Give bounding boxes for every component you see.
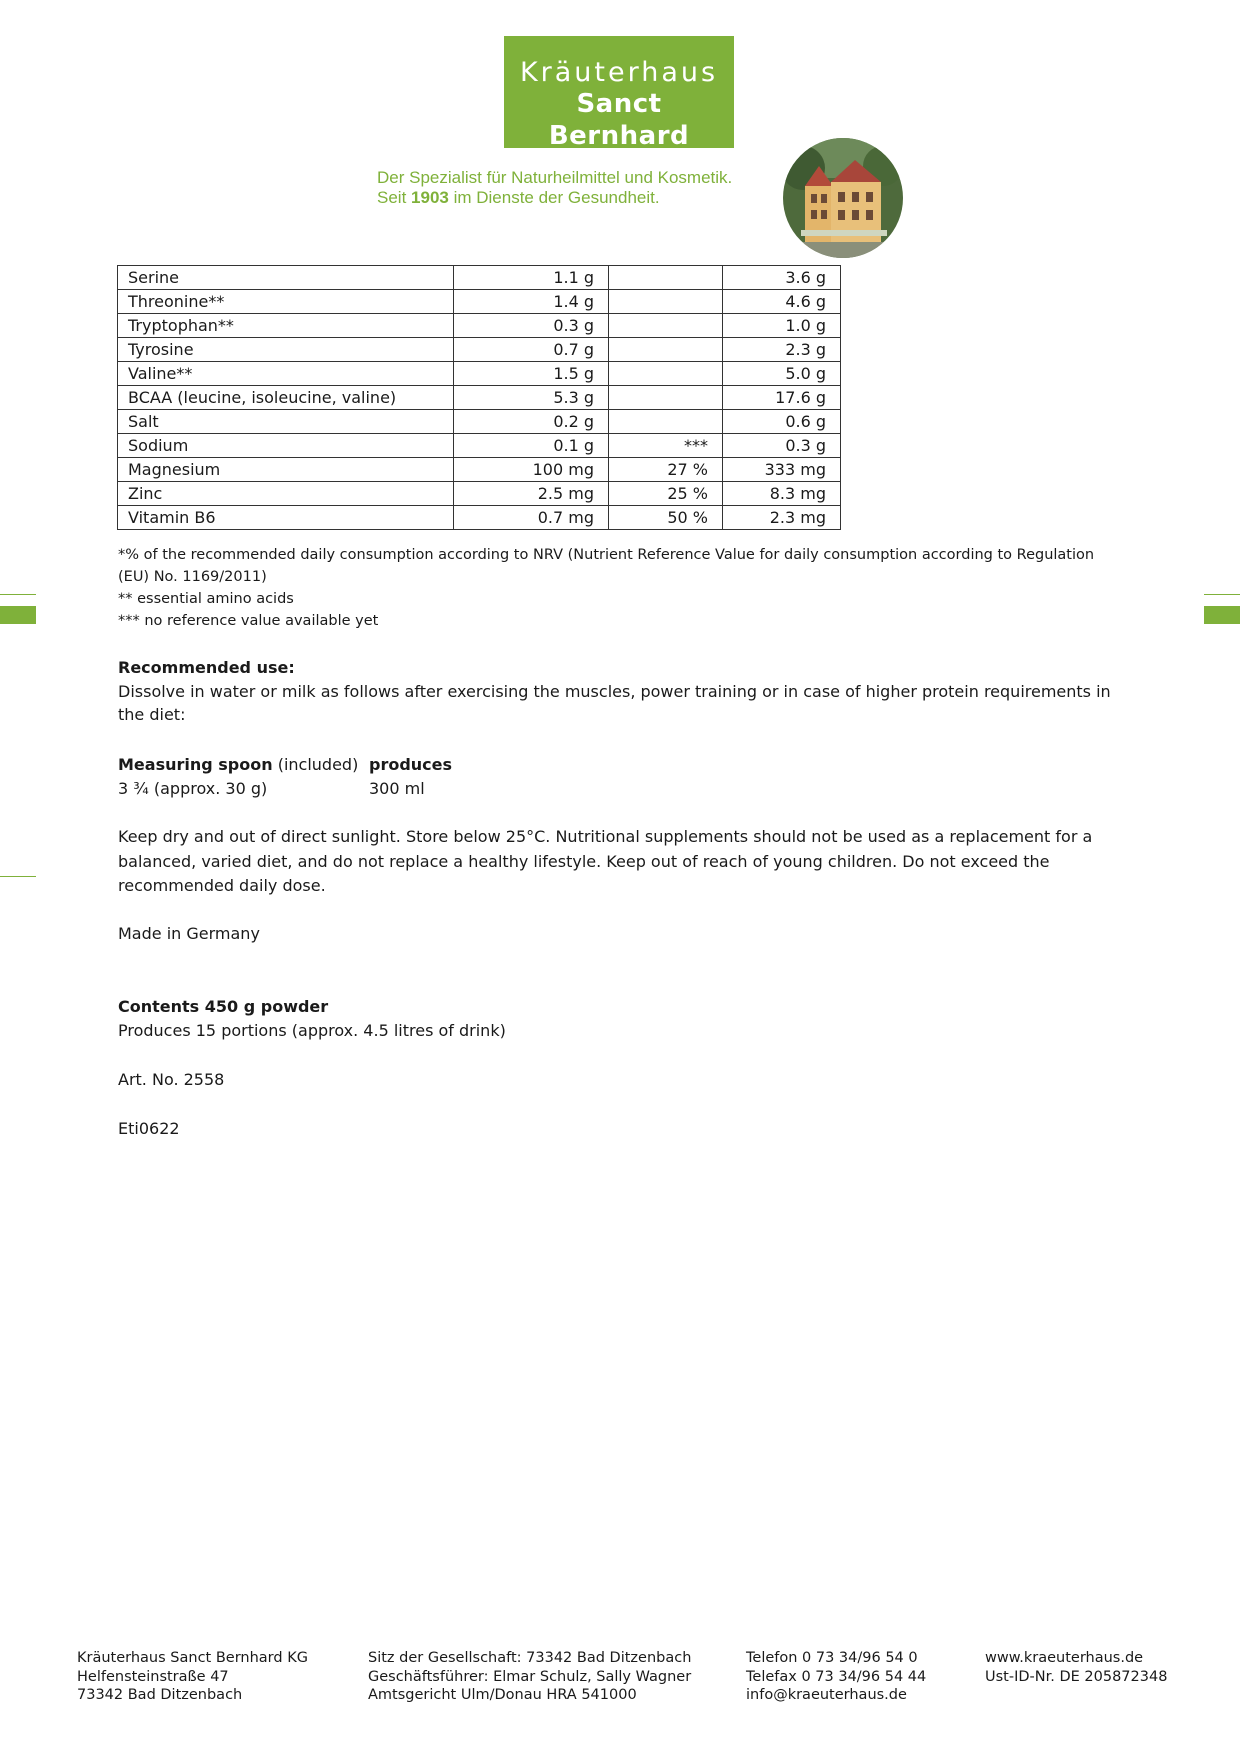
left-punch-mark — [0, 876, 36, 877]
nutrient-name: Vitamin B6 — [118, 506, 454, 530]
produces-value: 300 ml — [369, 779, 425, 798]
nrv-value — [609, 410, 723, 434]
nutrient-name: Tryptophan** — [118, 314, 454, 338]
nrv-value: 50 % — [609, 506, 723, 530]
nrv-value — [609, 266, 723, 290]
measuring-spoon-value: 3 ¾ (approx. 30 g) — [118, 779, 268, 798]
footer-email-link[interactable]: info@kraeuterhaus.de — [746, 1687, 907, 1703]
left-fold-mark — [0, 594, 36, 595]
tagline-line-2: Seit 1903 im Dienste der Gesundheit. — [377, 188, 660, 207]
footer-registered-office: Sitz der Gesellschaft: 73342 Bad Ditzenbach — [368, 1650, 692, 1666]
per-portion-value: 0.1 g — [454, 434, 609, 458]
per-100g-value: 2.3 g — [723, 338, 841, 362]
table-row — [118, 266, 841, 290]
per-portion-value: 2.5 mg — [454, 482, 609, 506]
nrv-value — [609, 314, 723, 338]
nrv-footnote-line-2: (EU) No. 1169/2011) — [118, 569, 267, 585]
footer-managing-directors: Geschäftsführer: Elmar Schulz, Sally Wagner — [368, 1668, 692, 1685]
per-portion-value: 1.4 g — [454, 290, 609, 314]
nrv-value: 27 % — [609, 458, 723, 482]
left-fold-bar — [0, 606, 36, 624]
per-portion-value: 0.7 g — [454, 338, 609, 362]
building-illustration-icon — [783, 138, 903, 258]
footer-phone: Telefon 0 73 34/96 54 0 — [746, 1650, 918, 1666]
nrv-value — [609, 338, 723, 362]
per-100g-value: 0.6 g — [723, 410, 841, 434]
table-row — [118, 314, 841, 338]
tagline-line-1: Der Spezialist für Naturheilmittel und Kosmetik. — [377, 168, 733, 187]
per-100g-value: 17.6 g — [723, 386, 841, 410]
footer-fax: Telefax 0 73 34/96 54 44 — [746, 1668, 927, 1685]
nutrient-name: Tyrosine — [118, 338, 454, 362]
footer-street: Helfensteinstraße 47 — [77, 1668, 229, 1685]
table-row — [118, 410, 841, 434]
right-fold-mark — [1204, 594, 1240, 595]
footer-court-register: Amtsgericht Ulm/Donau HRA 541000 — [368, 1687, 637, 1703]
house-photo — [783, 138, 903, 258]
nrv-value — [609, 386, 723, 410]
table-row — [118, 434, 841, 458]
nutrient-name: Threonine** — [118, 290, 454, 314]
per-100g-value: 4.6 g — [723, 290, 841, 314]
table-footnotes — [118, 544, 1108, 632]
nutrient-name: Magnesium — [118, 458, 454, 482]
per-portion-value: 5.3 g — [454, 386, 609, 410]
footer-web-tax — [985, 1649, 1167, 1686]
made-in-germany: Made in Germany — [118, 924, 260, 943]
per-100g-value: 333 mg — [723, 458, 841, 482]
essential-footnote: ** essential amino acids — [118, 591, 294, 607]
recommended-use-heading: Recommended use: — [118, 658, 295, 677]
footer-legal-info — [368, 1649, 691, 1705]
company-tagline — [377, 168, 732, 208]
nutrient-name: Salt — [118, 410, 454, 434]
tagline-year: 1903 — [411, 188, 449, 207]
table-row — [118, 386, 841, 410]
nutrient-name: BCAA (leucine, isoleucine, valine) — [118, 386, 454, 410]
logo-line-1: Kräuterhaus — [519, 57, 719, 88]
footer-city: 73342 Bad Ditzenbach — [77, 1687, 243, 1703]
per-100g-value: 2.3 mg — [723, 506, 841, 530]
produces-label: produces — [369, 755, 453, 774]
table-row — [118, 458, 841, 482]
nutrient-name: Serine — [118, 266, 454, 290]
per-portion-value: 1.1 g — [454, 266, 609, 290]
per-portion-value: 0.7 mg — [454, 506, 609, 530]
contents-heading: Contents 450 g powder — [118, 997, 329, 1016]
measuring-spoon-label: Measuring spoon (included) — [118, 755, 359, 774]
right-fold-bar — [1204, 606, 1240, 624]
per-portion-value: 100 mg — [454, 458, 609, 482]
table-row — [118, 482, 841, 506]
per-portion-value: 1.5 g — [454, 362, 609, 386]
nrv-value — [609, 362, 723, 386]
nutrient-name: Sodium — [118, 434, 454, 458]
logo-line-2: Sanct Bernhard — [548, 89, 690, 151]
storage-instructions: Keep dry and out of direct sunlight. Store below 25°C. Nutritional supplements should not be used as a replacement for a balanced, varied diet, and do not replace a healthy lifestyle. Keep out of reach of young children. Do not exceed the recommended daily dose. — [118, 827, 1093, 895]
portions-text: Produces 15 portions (approx. 4.5 litres of drink) — [118, 1021, 506, 1040]
nutrient-name: Zinc — [118, 482, 454, 506]
article-number: Art. No. 2558 — [118, 1070, 225, 1089]
nrv-value — [609, 290, 723, 314]
nrv-value: *** — [609, 434, 723, 458]
nrv-footnote-line-1: *% of the recommended daily consumption according to NRV (Nutrient Reference Value for daily consumption according to Regulation — [118, 547, 1095, 563]
recommended-use-text: Dissolve in water or milk as follows after exercising the muscles, power training or in case of higher protein requirements in the diet: — [118, 682, 1111, 724]
nrv-value: 25 % — [609, 482, 723, 506]
company-logo — [504, 36, 734, 151]
per-portion-value: 0.2 g — [454, 410, 609, 434]
per-100g-value: 8.3 mg — [723, 482, 841, 506]
footer-vat-id: Ust-ID-Nr. DE 205872348 — [985, 1668, 1168, 1685]
table-row — [118, 506, 841, 530]
per-portion-value: 0.3 g — [454, 314, 609, 338]
footer-contact — [746, 1649, 926, 1705]
per-100g-value: 5.0 g — [723, 362, 841, 386]
per-100g-value: 1.0 g — [723, 314, 841, 338]
nutrition-table — [117, 265, 841, 530]
per-100g-value: 3.6 g — [723, 266, 841, 290]
label-code: Eti0622 — [118, 1119, 180, 1138]
no-reference-footnote: *** no reference value available yet — [118, 613, 379, 629]
nutrient-name: Valine** — [118, 362, 454, 386]
table-row — [118, 362, 841, 386]
footer-website-link[interactable]: www.kraeuterhaus.de — [985, 1650, 1144, 1666]
table-row — [118, 338, 841, 362]
table-row — [118, 290, 841, 314]
footer-company-name: Kräuterhaus Sanct Bernhard KG — [77, 1650, 308, 1666]
per-100g-value: 0.3 g — [723, 434, 841, 458]
footer-company-address — [77, 1649, 308, 1705]
